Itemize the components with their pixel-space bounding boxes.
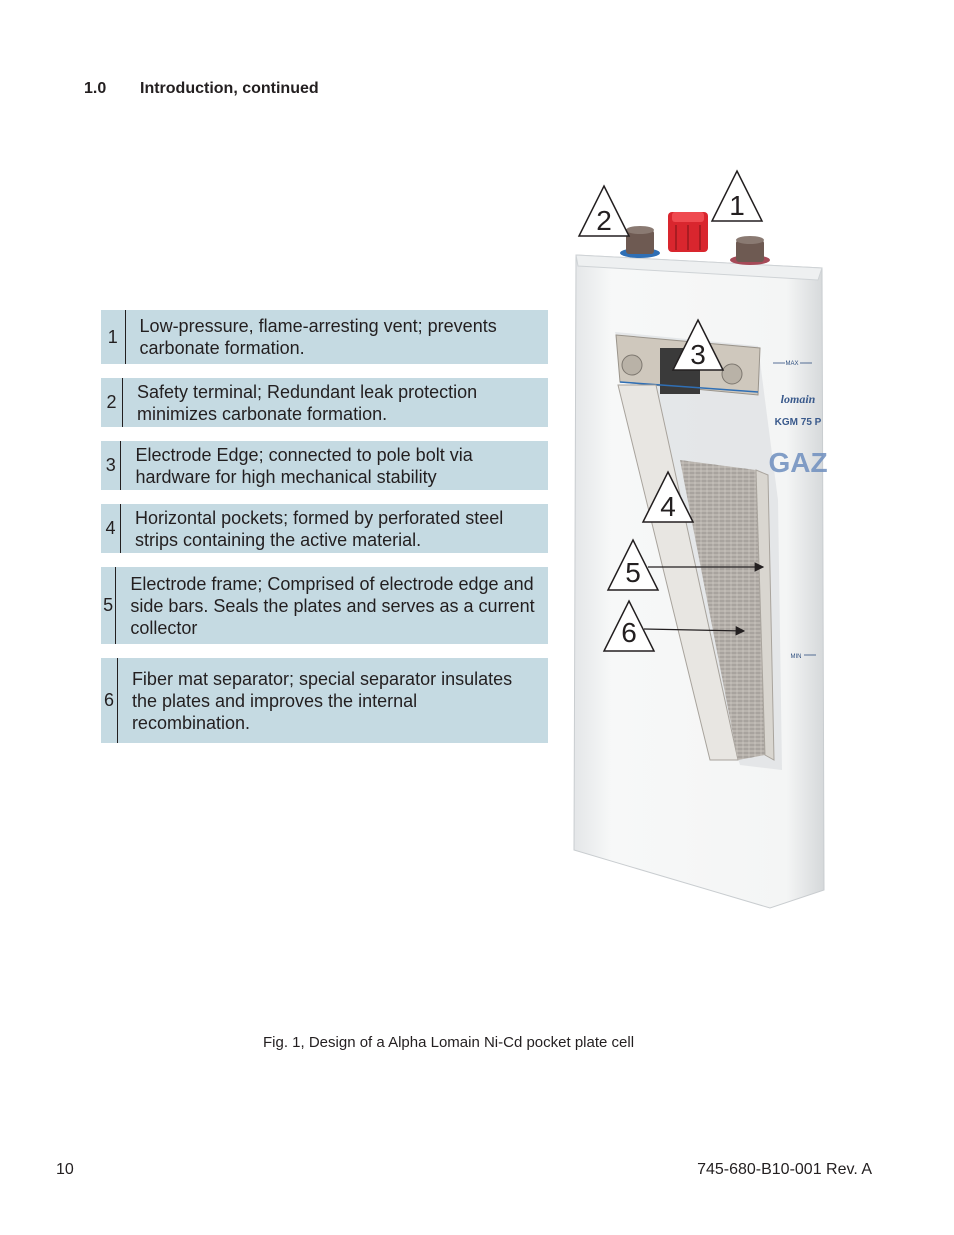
battery-cell-figure	[560, 160, 850, 920]
legend-description: Electrode Edge; connected to pole bolt via hardware for high mechanical stability	[135, 444, 473, 487]
legend-number: 2	[101, 378, 123, 427]
min-mark: MIN	[790, 654, 802, 660]
legend-description: Horizontal pockets; formed by perforated steel strips containing the active material.	[135, 507, 504, 550]
svg-text:4: 4	[660, 491, 676, 522]
section-heading	[84, 80, 319, 98]
legend-row	[101, 378, 548, 427]
section-number: 1.0	[84, 80, 107, 97]
legend-description: Low-pressure, flame-arresting vent; prevents carbonate formation.	[139, 316, 497, 358]
legend-description: Safety terminal; Redundant leak protection minimizes carbonate formation.	[136, 381, 478, 424]
svg-text:5: 5	[625, 557, 641, 588]
legend-row	[101, 441, 548, 490]
legend-description: Electrode frame; Comprised of electrode edge and side bars. Seals the plates and serves as a current collector	[130, 573, 535, 638]
legend-number: 5	[101, 567, 116, 644]
battery-cell-illustration	[560, 160, 850, 920]
maker-logo: GAZ	[768, 447, 828, 478]
legend-row	[101, 567, 548, 644]
model-label: KGM 75 P	[774, 417, 822, 428]
svg-text:1: 1	[729, 190, 745, 221]
callout-1-icon	[712, 171, 762, 221]
svg-text:3: 3	[690, 339, 706, 370]
legend-number: 4	[101, 504, 121, 553]
legend-number: 6	[101, 658, 118, 743]
svg-text:2: 2	[596, 205, 612, 236]
document-id: 745-680-B10-001 Rev. A	[697, 1161, 872, 1178]
callout-2-icon	[579, 186, 629, 236]
page-number: 10	[56, 1161, 74, 1178]
terminal-right	[730, 236, 770, 265]
legend-number: 1	[101, 310, 126, 364]
section-title: Introduction, continued	[140, 80, 319, 97]
legend-row	[101, 658, 548, 743]
legend-row	[101, 310, 548, 364]
brand-label: lomain	[780, 392, 816, 406]
legend-description: Fiber mat separator; special separator insulates the plates and improves the internal recombination.	[131, 668, 513, 733]
legend-row	[101, 504, 548, 553]
legend-number: 3	[101, 441, 121, 490]
svg-text:6: 6	[621, 617, 637, 648]
vent-cap	[668, 212, 708, 252]
figure-caption-text: Fig. 1, Design of a Alpha Lomain Ni-Cd pocket plate cell	[263, 1034, 635, 1051]
max-mark: MAX	[785, 361, 799, 367]
